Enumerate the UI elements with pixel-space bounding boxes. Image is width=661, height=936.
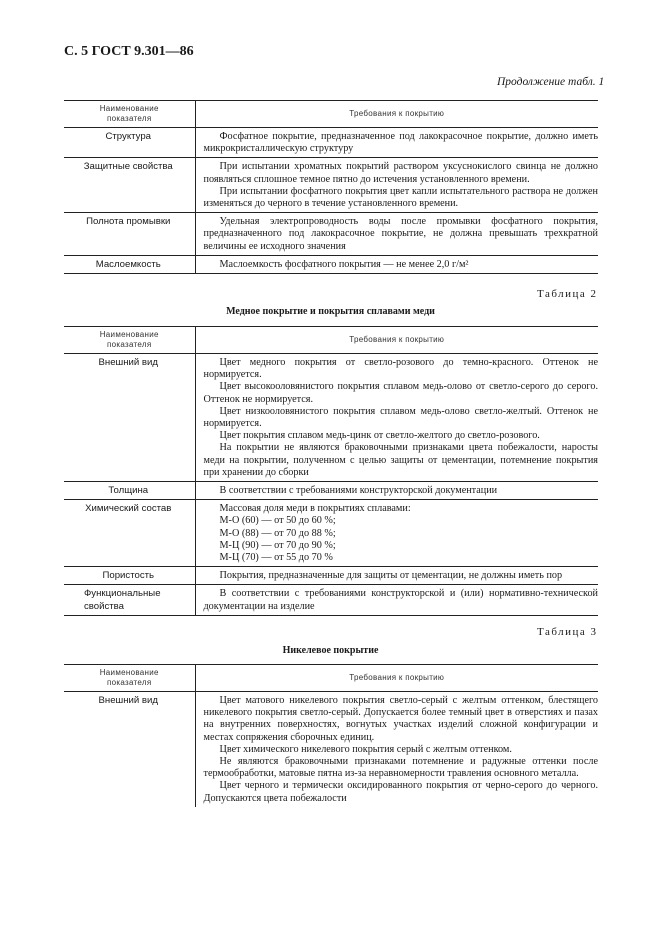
table-3-title: Никелевое покрытие [282,645,379,656]
continuation-caption: Продолжение табл. 1 [497,76,605,88]
table-row [64,482,598,500]
row-name: Защитные свойства [64,158,195,213]
header-name-line1: Наименование [99,104,159,113]
requirement-paragraph: Цвет медного покрытия от светло-розового до темно-красного. Оттенок не нормируется. [203,357,598,381]
table-2 [64,326,598,616]
requirement-paragraph: Покрытия, предназначенные для защиты от цементации, не должны иметь пор [219,570,563,582]
requirement-paragraph: В соответствии с требованиями конструкторской документации [219,485,498,497]
requirement-paragraph: В соответствии с требованиями конструкторской и (или) нормативно-технической документации на изделие [203,588,598,612]
table-row [64,128,598,158]
requirement-paragraph: Не являются браковочными признаками потемнение и радужные оттенки после термообработки, матовые пятна из-за неравномерности травления основного металла. [203,756,598,780]
requirement-lead: Массовая доля меди в покрытиях сплавами: [219,503,411,515]
table-row [64,213,598,256]
row-requirement [195,158,598,213]
requirement-paragraph: На покрытии не являются браковочными признаками цвета побежалости, наросты меди на покрытии, полученном с целью защиты от цементации, потемнение покрытия при хранении до сборки [203,442,598,478]
requirement-paragraph: Цвет низкооловянистого покрытия сплавом медь-олово светло-желтый. Оттенок не нормируется. [203,405,598,430]
row-name: Полнота промывки [64,213,195,256]
row-requirement [195,354,598,482]
header-requirement: Требования к покрытию [195,327,598,354]
row-name: Внешний вид [64,354,195,482]
composition-line: М-О (60) — от 50 до 60 %; [219,515,336,527]
row-requirement [195,128,598,158]
requirement-paragraph: При испытании хроматных покрытий раствором уксуснокислого свинца не должно появляться сплошное темное пятно до истечения установленного времени. [203,161,598,185]
row-name: Внешний вид [98,695,158,706]
requirement-paragraph: При испытании фосфатного покрытия цвет капли испытательного раствора не должен изменяться до черного в течение установленного времени. [203,185,598,210]
table-2-caption: Таблица 2 [537,288,598,300]
table-3 [64,664,598,807]
row-name: Функциональные свойства [64,585,195,615]
header-name-line2: показателя [106,678,152,687]
requirement-paragraph: Цвет покрытия сплавом медь-цинк от светло-желтого до светло-розового. [219,430,540,442]
row-name: Химический состав [64,500,195,567]
table-2-title: Медное покрытие и покрытия сплавами меди [226,306,435,317]
table-row [64,158,598,213]
row-requirement [195,692,598,807]
table-row [64,255,598,273]
row-requirement [195,482,598,500]
row-name: Структура [64,128,195,158]
row-requirement [195,213,598,256]
requirement-paragraph: Цвет черного и термически оксидированного покрытия от черно-серого до черного. Допускаются цвета побежалости [203,780,598,804]
page-header: С. 5 ГОСТ 9.301—86 [64,44,194,59]
row-requirement [195,567,598,585]
table-row [64,500,598,567]
composition-line: М-О (88) — от 70 до 88 %; [219,527,336,539]
header-name [64,665,195,692]
composition-line: М-Ц (90) — от 70 до 90 %; [219,539,336,551]
requirement-paragraph: Фосфатное покрытие, предназначенное под лакокрасочное покрытие, должно иметь микрокристаллическую структуру [203,131,598,155]
header-name-line1: Наименование [99,668,159,677]
requirement-paragraph: Маслоемкость фосфатного покрытия — не менее 2,0 г/м² [219,258,469,270]
header-name [64,327,195,354]
table-row [64,567,598,585]
header-name-line1: Наименование [99,330,159,339]
header-name-line2: показателя [106,114,152,123]
requirement-paragraph: Удельная электропроводность воды после промывки фосфатного покрытия, предназначенного под лакокрасочное покрытие, не должна превышать трехкратной величины ее исходного значения [203,216,598,252]
header-name [64,101,195,128]
row-name: Маслоемкость [64,255,195,273]
requirement-paragraph: Цвет матового никелевого покрытия светло-серый с желтым оттенком, блестящего никелевого покрытия светло-серый. Допускается более темный цвет в отверстиях и пазах на внутренних поверхностях, вогнутых участках изделий сложной конфигурации и местах сопряжения сборочных единиц. [203,695,598,743]
row-name: Толщина [64,482,195,500]
table-row [64,692,598,807]
table-row [64,354,598,482]
header-requirement: Требования к покрытию [195,665,598,692]
header-name-line2: показателя [106,340,152,349]
requirement-paragraph: Цвет химического никелевого покрытия серый с желтым оттенком. [219,743,512,755]
row-requirement [195,500,598,567]
row-name: Пористость [64,567,195,585]
table-row [64,585,598,615]
row-requirement [195,585,598,615]
row-requirement [195,255,598,273]
table-1 [64,100,598,274]
header-requirement: Требования к покрытию [195,101,598,128]
requirement-paragraph: Цвет высокооловянистого покрытия сплавом медь-олово от светло-серого до серого. Оттенок не нормируется. [203,381,598,405]
composition-line: М-Ц (70) — от 55 до 70 % [219,552,333,564]
table-3-caption: Таблица 3 [537,626,598,638]
